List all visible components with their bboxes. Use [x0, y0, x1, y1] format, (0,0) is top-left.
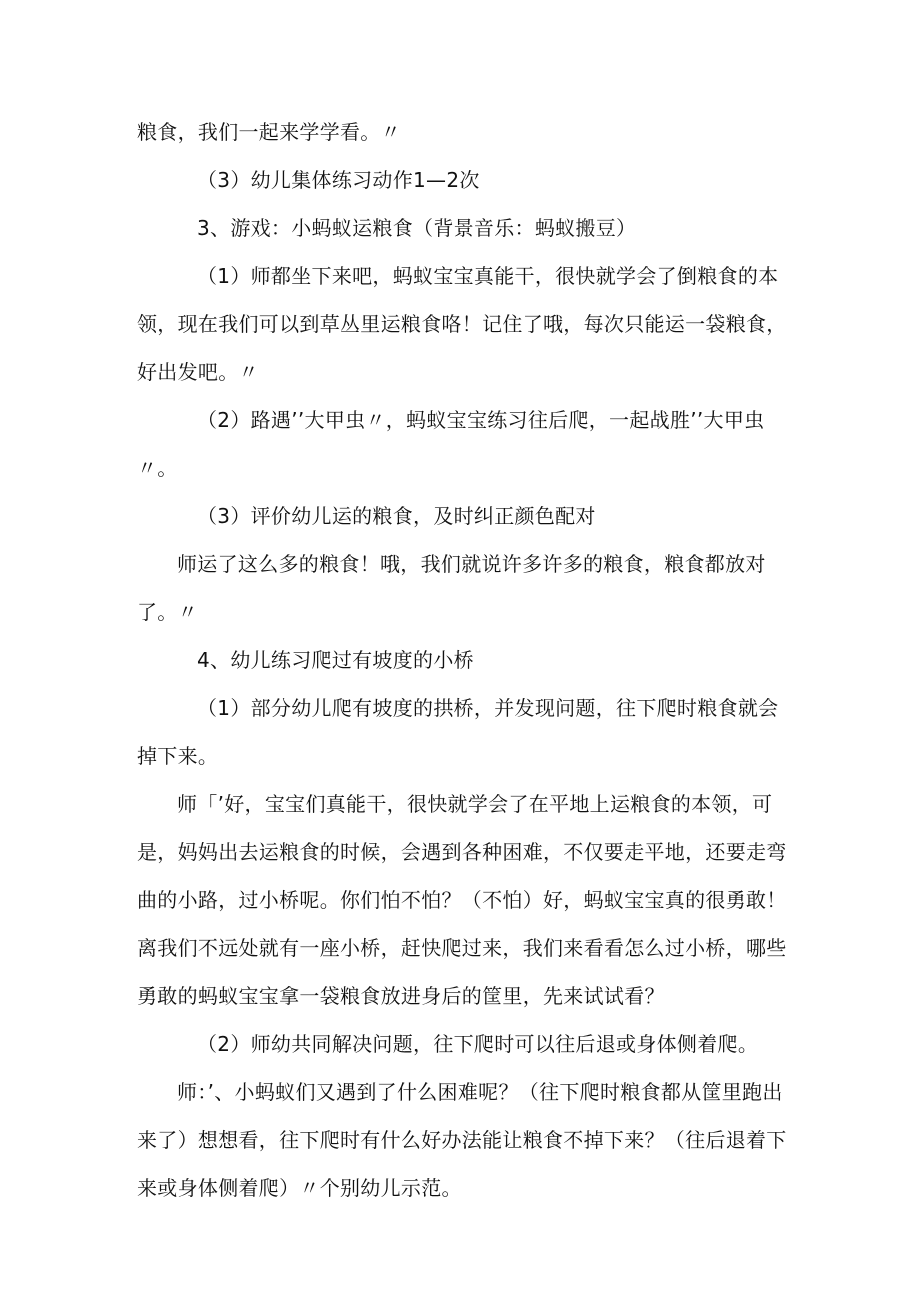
paragraph-2: （3）幼儿集体练习动作1—2次	[197, 168, 480, 192]
paragraph-3: 3、游戏：小蚂蚁运粮食（背景音乐：蚂蚁搬豆）	[197, 216, 637, 240]
paragraph-7: 师运了这么多的粮食！哦，我们就说许多许多的粮食，粮食都放对了。〃	[137, 552, 766, 624]
paragraph-12: 师：’、小蚂蚁们又遇到了什么困难呢？（往下爬时粮食都从筐里跑出来了）想想看，往下爬时有什么好办法能让粮食不掉下来？（往后退着下来或身体侧着爬）〃个别幼儿示范。	[137, 1080, 787, 1200]
paragraph-4: （1）师都坐下来吧，蚂蚁宝宝真能干，很快就学会了倒粮食的本领，现在我们可以到草丛里运粮食咯！记住了哦，每次只能运一袋粮食，好出发吧。〃	[137, 264, 787, 384]
paragraph-6: （3）评价幼儿运的粮食，及时纠正颜色配对	[197, 504, 596, 528]
paragraph-10: 师「’好，宝宝们真能干，很快就学会了在平地上运粮食的本领，可是，妈妈出去运粮食的时候，会遇到各种困难，不仅要走平地，还要走弯曲的小路，过小桥呢。你们怕不怕？（不怕）好，蚂蚁宝宝真的很勇敢！离我们不远处就有一座小桥，赶快爬过来，我们来看看怎么过小桥，哪些勇敢的蚂蚁宝宝拿一袋粮食放进身后的筐里，先来试试看？	[137, 792, 787, 1008]
paragraph-9: （1）部分幼儿爬有坡度的拱桥，并发现问题，往下爬时粮食就会掉下来。	[137, 696, 779, 768]
paragraph-1: 粮食，我们一起来学学看。〃	[137, 120, 401, 144]
paragraph-5: （2）路遇’’大甲虫〃，蚂蚁宝宝练习往后爬，一起战胜’’大甲虫〃。	[137, 408, 765, 480]
paragraph-11: （2）师幼共同解决问题，往下爬时可以往后退或身体侧着爬。	[197, 1032, 759, 1056]
document-body	[137, 108, 797, 1212]
paragraph-8: 4、幼儿练习爬过有坡度的小桥	[197, 648, 474, 672]
